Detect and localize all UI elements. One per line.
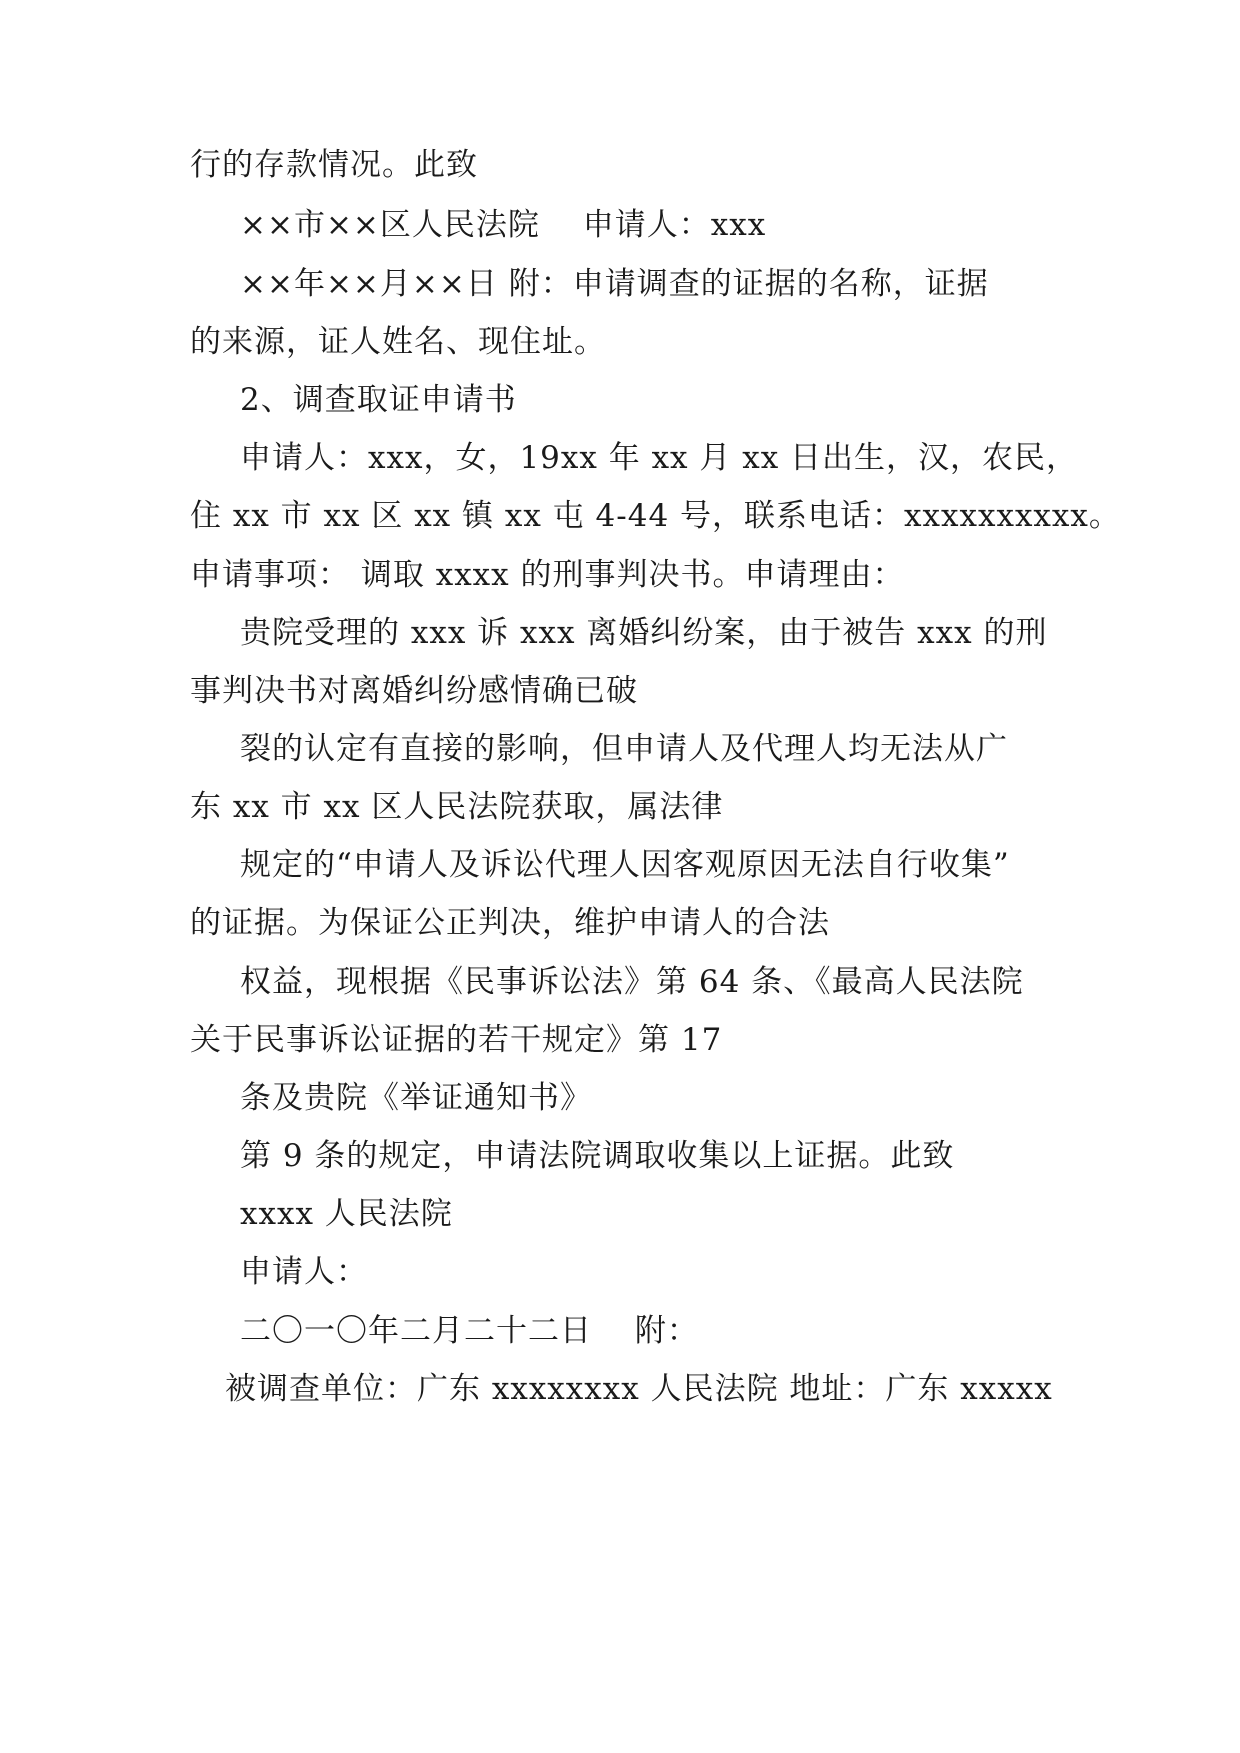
text-line-9: 贵院受理的 xxx 诉 xxx 离婚纠纷案，由于被告 xxx 的刑 (240, 615, 1048, 651)
text-line-8: 申请事项： 调取 xxxx 的刑事判决书。申请理由： (190, 557, 905, 593)
text-line-3: ××年××月××日 附：申请调查的证据的名称，证据 (240, 266, 989, 302)
text-line-12: 东 xx 市 xx 区人民法院获取，属法律 (190, 789, 724, 825)
text-line-7: 住 xx 市 xx 区 xx 镇 xx 屯 4-44 号，联系电话：xxxxxxxxxx。 (190, 498, 1121, 534)
text-line-11: 裂的认定有直接的影响，但申请人及代理人均无法从广 (240, 731, 1008, 767)
text-line-17: 条及贵院《举证通知书》 (240, 1080, 592, 1116)
section-heading: 2、调查取证申请书 (240, 382, 517, 418)
text-line-16: 关于民事诉讼证据的若干规定》第 17 (190, 1022, 723, 1058)
text-line-13: 规定的“申请人及诉讼代理人因客观原因无法自行收集” (240, 847, 1010, 883)
recipient-court: xxxx 人民法院 (240, 1196, 453, 1232)
text-line-14: 的证据。为保证公正判决，维护申请人的合法 (190, 905, 830, 941)
date-line: 二〇一〇年二月二十二日 附： (240, 1313, 699, 1349)
text-line-2: ××市××区人民法院 申请人：xxx (240, 207, 767, 243)
text-line-18: 第 9 条的规定，申请法院调取收集以上证据。此致 (240, 1138, 955, 1174)
text-line-1: 行的存款情况。此致 (190, 147, 478, 183)
text-line-10: 事判决书对离婚纠纷感情确已破 (190, 673, 638, 709)
investigated-unit-line: 被调查单位：广东 xxxxxxxx 人民法院 地址：广东 xxxxx (225, 1371, 1053, 1407)
text-line-4: 的来源，证人姓名、现住址。 (190, 324, 606, 360)
text-line-6: 申请人：xxx，女，19xx 年 xx 月 xx 日出生，汉，农民， (240, 440, 1079, 476)
applicant-signature-label: 申请人： (240, 1254, 368, 1290)
text-line-15: 权益，现根据《民事诉讼法》第 64 条、《最高人民法院 (240, 964, 1024, 1000)
